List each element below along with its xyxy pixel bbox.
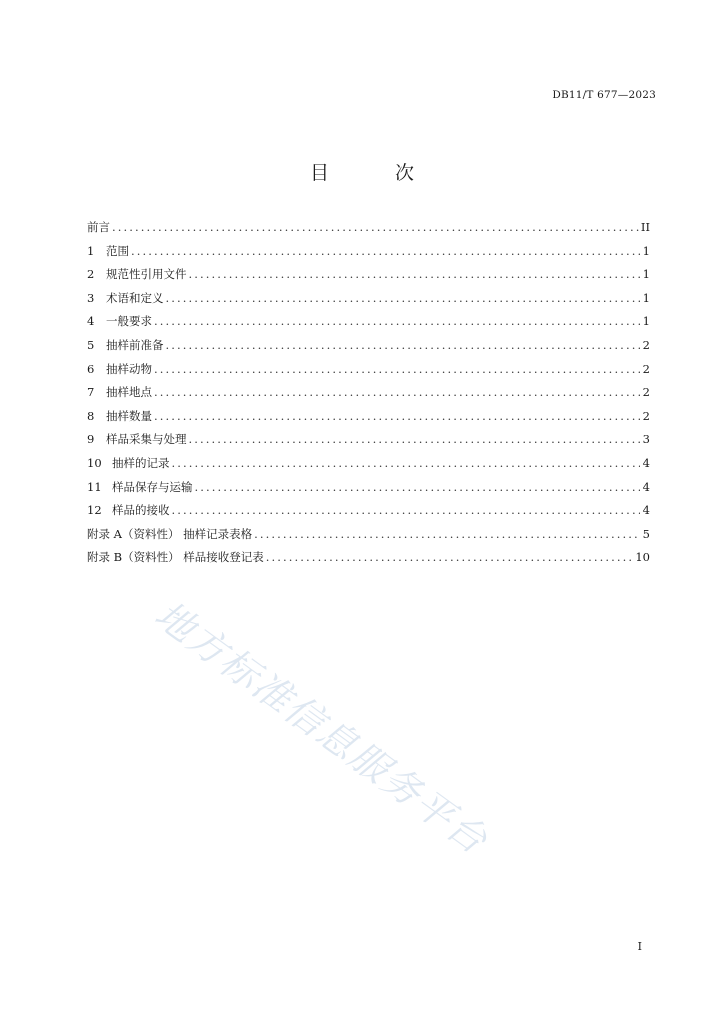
toc-entry-page: 10 <box>635 550 650 565</box>
toc-entry-6[interactable] <box>87 361 650 385</box>
toc-entry-5[interactable] <box>87 337 650 361</box>
toc-entry-title: 样品的接收 <box>112 503 170 518</box>
toc-leader-dots <box>154 385 640 399</box>
toc-entry-page: 1 <box>642 243 650 258</box>
toc-entry-foreword[interactable] <box>87 219 650 243</box>
toc-leader-dots <box>154 362 640 376</box>
toc-leader-dots <box>189 432 641 446</box>
toc-entry-page: 1 <box>642 290 650 305</box>
toc-entry-page: 2 <box>642 337 650 352</box>
toc-entry-number: 10 <box>87 455 102 470</box>
toc-entry-2[interactable] <box>87 266 650 290</box>
toc-entry-12[interactable] <box>87 502 650 526</box>
toc-entry-page: 5 <box>642 526 650 541</box>
toc-entry-8[interactable] <box>87 408 650 432</box>
toc-entry-page: 1 <box>642 267 650 282</box>
toc-title: 目 次 <box>309 162 445 184</box>
toc-entry-title: 抽样动物 <box>106 361 152 376</box>
toc-entry-appendix-b[interactable] <box>87 549 650 573</box>
toc-entry-title: 抽样地点 <box>106 385 152 400</box>
toc-entry-number: 1 <box>87 243 95 258</box>
toc-leader-dots <box>266 550 634 564</box>
toc-entry-page: 4 <box>642 503 650 518</box>
toc-entry-page: 2 <box>642 385 650 400</box>
toc-entry-11[interactable] <box>87 479 650 503</box>
toc-entry-7[interactable] <box>87 384 650 408</box>
page-number: I <box>637 940 642 953</box>
toc-leader-dots <box>131 244 640 258</box>
toc-leader-dots <box>166 338 641 352</box>
toc-leader-dots <box>189 267 641 281</box>
toc-entry-title: 样品采集与处理 <box>106 432 187 447</box>
toc-leader-dots <box>172 456 641 470</box>
document-code: DB11/T 677—2023 <box>552 89 656 101</box>
toc-entry-title: 附录 B（资料性） 样品接收登记表 <box>87 550 264 565</box>
toc-entry-number: 4 <box>87 314 95 329</box>
toc-entry-9[interactable] <box>87 431 650 455</box>
watermark: 地方标准信息服务平台 <box>146 592 497 864</box>
toc-entry-number: 3 <box>87 290 95 305</box>
toc-entry-number: 9 <box>87 432 95 447</box>
toc-entry-appendix-a[interactable] <box>87 526 650 550</box>
toc-entry-title: 一般要求 <box>106 314 152 329</box>
toc-entry-title: 抽样前准备 <box>106 337 164 352</box>
toc-entry-page: 2 <box>642 408 650 423</box>
toc-entry-page: 2 <box>642 361 650 376</box>
table-of-contents <box>87 219 650 573</box>
toc-entry-number: 2 <box>87 267 95 282</box>
toc-entry-title: 样品保存与运输 <box>112 479 193 494</box>
toc-entry-title: 前言 <box>87 220 110 234</box>
toc-entry-title: 抽样的记录 <box>112 455 170 470</box>
toc-leader-dots <box>172 503 641 517</box>
toc-entry-4[interactable] <box>87 313 650 337</box>
toc-entry-number: 12 <box>87 503 102 518</box>
toc-entry-number: 8 <box>87 408 95 423</box>
toc-entry-title: 附录 A（资料性） 抽样记录表格 <box>87 526 253 541</box>
toc-leader-dots <box>254 527 640 541</box>
toc-entry-title: 术语和定义 <box>106 290 164 305</box>
toc-leader-dots <box>112 220 639 234</box>
toc-entry-page: II <box>640 220 650 234</box>
toc-leader-dots <box>154 314 640 328</box>
toc-entry-page: 4 <box>642 479 650 494</box>
toc-entry-3[interactable] <box>87 290 650 314</box>
toc-entry-10[interactable] <box>87 455 650 479</box>
toc-leader-dots <box>166 291 641 305</box>
toc-entry-title: 抽样数量 <box>106 408 152 423</box>
toc-entry-page: 1 <box>642 314 650 329</box>
toc-entry-number: 11 <box>87 479 102 494</box>
toc-leader-dots <box>154 409 640 423</box>
toc-entry-title: 范围 <box>106 243 129 258</box>
toc-entry-number: 7 <box>87 385 95 400</box>
toc-entry-number: 5 <box>87 337 95 352</box>
toc-entry-title: 规范性引用文件 <box>106 267 187 282</box>
toc-leader-dots <box>195 480 641 494</box>
toc-entry-1[interactable] <box>87 243 650 267</box>
toc-entry-page: 4 <box>642 455 650 470</box>
toc-entry-number: 6 <box>87 361 95 376</box>
toc-entry-page: 3 <box>642 432 650 447</box>
